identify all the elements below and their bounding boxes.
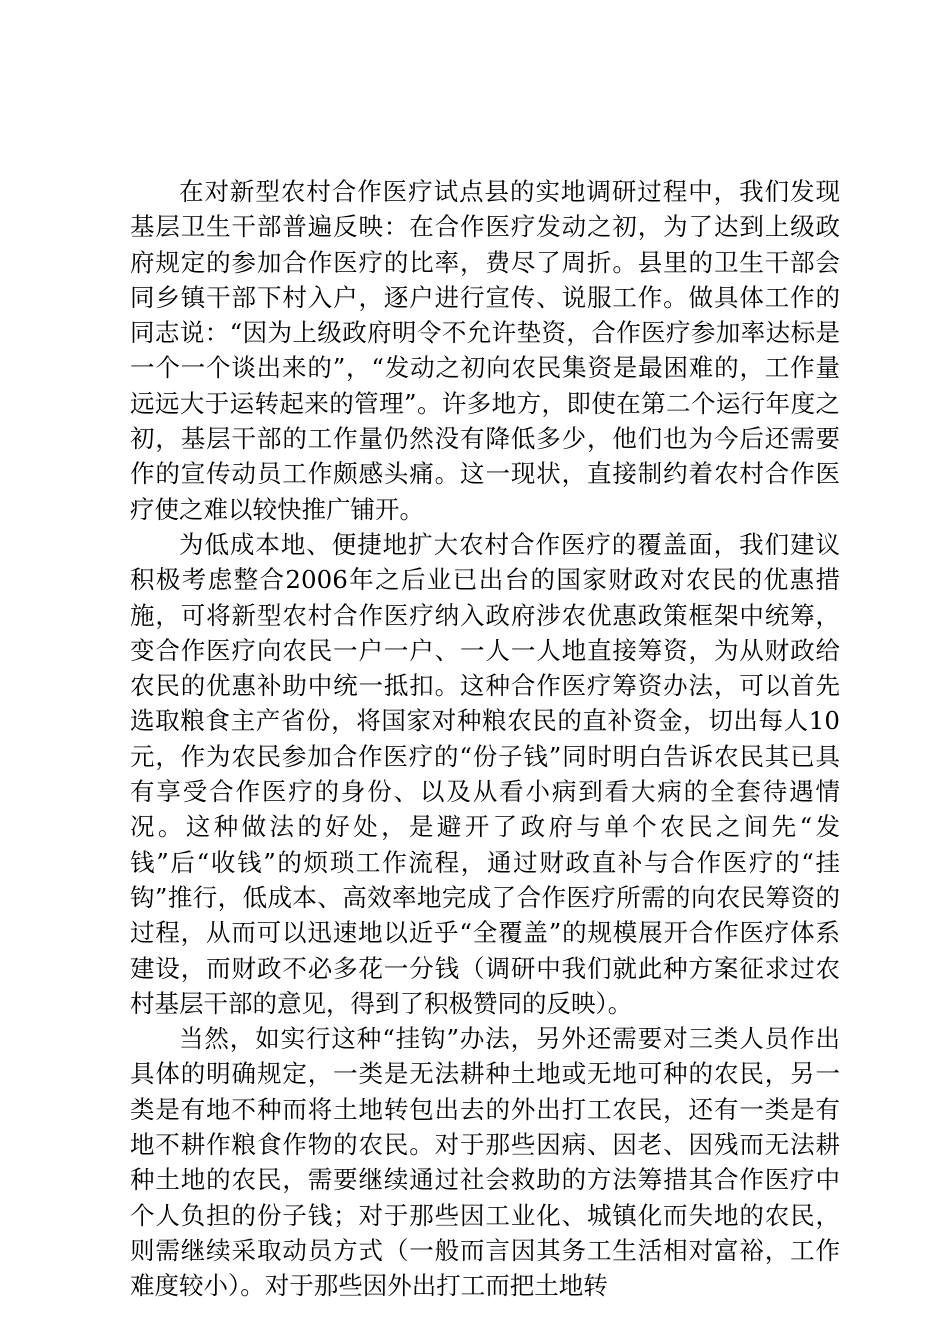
document-body — [130, 174, 840, 1304]
paragraph-2: 为低成本地、便捷地扩大农村合作医疗的覆盖面，我们建议积极考虑整合2006年之后业已出台的国家财政对农民的优惠措施，可将新型农村合作医疗纳入政府涉农优惠政策框架中统筹，变合作医疗向农民一户一户、一人一人地直接筹资，为从财政给农民的优惠补助中统一抵扣。这种合作医疗筹资办法，可以首先选取粮食主产省份，将国家对种粮农民的直补资金，切出每人10元，作为农民参加合作医疗的“份子钱”同时明白告诉农民其已具有享受合作医疗的身份、以及从看小病到看大病的全套待遇情况。这种做法的好处，是避开了政府与单个农民之间先“发钱”后“收钱”的烦琐工作流程，通过财政直补与合作医疗的“挂钩”推行，低成本、高效率地完成了合作医疗所需的向农民筹资的过程，从而可以迅速地以近乎“全覆盖”的规模展开合作医疗体系建设，而财政不必多花一分钱（调研中我们就此种方案征求过农村基层干部的意见，得到了积极赞同的反映）。 — [130, 529, 840, 1018]
paragraph-1: 在对新型农村合作医疗试点县的实地调研过程中，我们发现基层卫生干部普遍反映：在合作医疗发动之初，为了达到上级政府规定的参加合作医疗的比率，费尽了周折。县里的卫生干部会同乡镇干部下村入户，逐户进行宣传、说服工作。做具体工作的同志说：“因为上级政府明令不允许垫资，合作医疗参加率达标是一个一个谈出来的”，“发动之初向农民集资是最困难的，工作量远远大于运转起来的管理”。许多地方，即使在第二个运行年度之初，基层干部的工作量仍然没有降低多少，他们也为今后还需要作的宣传动员工作颇感头痛。这一现状，直接制约着农村合作医疗使之难以较快推广铺开。 — [130, 177, 840, 524]
paragraph-3: 当然，如实行这种“挂钩”办法，另外还需要对三类人员作出具体的明确规定，一类是无法耕种土地或无地可种的农民，另一类是有地不种而将土地转包出去的外出打工农民，还有一类是有地不耕作粮食作物的农民。对于那些因病、因老、因残而无法耕种土地的农民，需要继续通过社会救助的方法筹措其合作医疗中个人负担的份子钱；对于那些因工业化、城镇化而失地的农民，则需继续采取动员方式（一般而言因其务工生活相对富裕，工作难度较小）。对于那些因外出打工而把土地转 — [130, 1024, 840, 1301]
